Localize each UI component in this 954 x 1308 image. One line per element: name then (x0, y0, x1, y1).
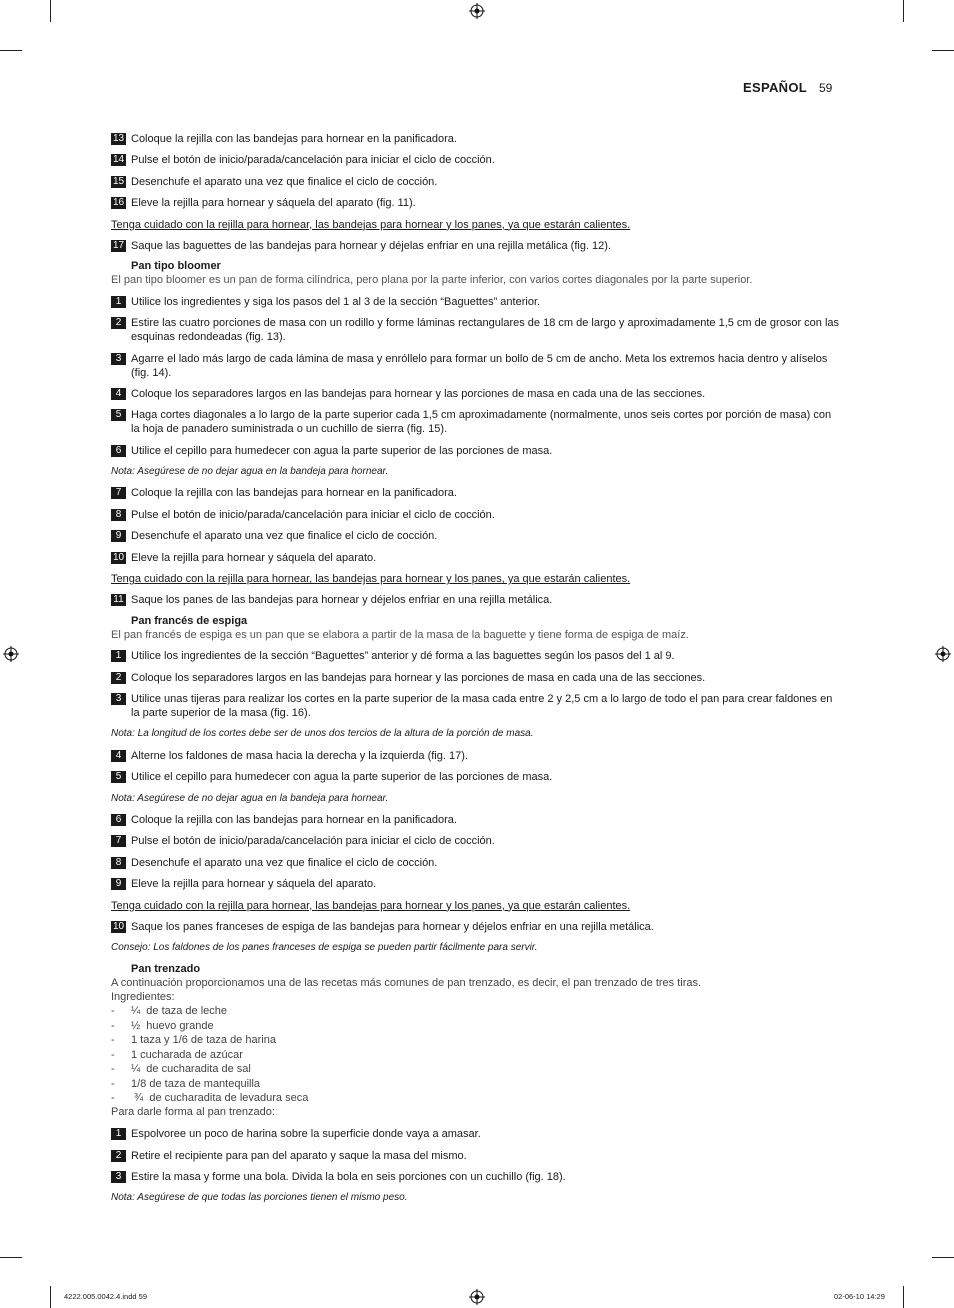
ingredient-item (111, 1062, 841, 1076)
footer-file: 4222.005.0042.4.indd 59 (64, 1292, 147, 1301)
step-item (111, 770, 841, 784)
bloomer-steps (111, 295, 841, 458)
language-label: ESPAÑOL (743, 80, 807, 95)
bullet-dash: - (111, 1063, 115, 1076)
step-item (111, 692, 841, 720)
ingredient-text: 1 taza y 1/6 de taza de harina (131, 1034, 276, 1047)
step-number: 13 (112, 133, 125, 144)
step-text: Pulse el botón de inicio/parada/cancelación para iniciar el ciclo de cocción. (131, 835, 495, 848)
crop-mark (932, 1257, 954, 1258)
espiga-final-step (111, 920, 841, 934)
step-number: 2 (111, 672, 126, 684)
ingredient-text: ¼ de taza de leche (131, 1005, 228, 1018)
ingredient-item (111, 1019, 841, 1033)
step-text: Coloque los separadores largos en las bandejas para hornear y las porciones de masa en cada una de las secciones. (131, 387, 706, 400)
crop-mark (903, 1286, 904, 1308)
step-item (111, 593, 841, 607)
baguettes-steps (111, 132, 841, 210)
step-number: 8 (111, 857, 126, 869)
step-item (111, 444, 841, 458)
espiga-steps (111, 649, 841, 720)
section-intro-bloomer: El pan tipo bloomer es un pan de forma cilíndrica, pero plana por la parte inferior, con varios cortes diagonales por la parte superior. (111, 274, 753, 287)
crop-mark (903, 0, 904, 22)
step-item (111, 877, 841, 891)
bloomer-final-step (111, 593, 841, 607)
step-item (111, 551, 841, 565)
step-text: Agarre el lado más largo de cada lámina de masa y enróllelo para formar un bollo de 5 cm de ancho. Meta los extremos hacia dentro y alíselos (fig. 14). (131, 352, 828, 379)
registration-mark-icon (935, 646, 951, 662)
step-item (111, 387, 841, 401)
bullet-dash: - (111, 1091, 115, 1104)
step-text: Pulse el botón de inicio/parada/cancelación para iniciar el ciclo de cocción. (131, 154, 495, 167)
section-title-espiga: Pan francés de espiga (131, 614, 248, 627)
crop-mark (932, 50, 954, 51)
step-item (111, 132, 841, 146)
step-number: 14 (112, 154, 125, 166)
step-text: Retire el recipiente para pan del aparato y saque la masa del mismo. (131, 1149, 467, 1162)
step-text: Espolvoree un poco de harina sobre la superficie donde vaya a amasar. (131, 1128, 481, 1141)
bullet-dash: - (111, 1005, 115, 1018)
step-number: 1 (111, 296, 126, 308)
ingredient-item (111, 1033, 841, 1047)
note: Nota: La longitud de los cortes debe ser de unos dos tercios de la altura de la porción de masa. (111, 728, 534, 740)
tip: Consejo: Los faldones de los panes franceses de espiga se pueden partir fácilmente para servir. (111, 942, 538, 954)
trenzado-steps (111, 1127, 841, 1184)
page-header (743, 80, 832, 95)
step-item (111, 856, 841, 870)
espiga-steps-3 (111, 813, 841, 891)
step-item (111, 1170, 841, 1184)
ingredient-text: 1 cucharada de azúcar (131, 1048, 243, 1061)
step-item (111, 1127, 841, 1141)
step-text: Saque los panes franceses de espiga de las bandejas para hornear y déjelos enfriar en una rejilla metálica. (131, 920, 654, 933)
step-item (111, 1149, 841, 1163)
step-number: 16 (112, 197, 125, 209)
step-text: Eleve la rejilla para hornear y sáquela del aparato. (131, 551, 377, 564)
step-text: Eleve la rejilla para hornear y sáquela del aparato. (131, 878, 377, 891)
ingredient-text: ¾ de cucharadita de levadura seca (131, 1091, 309, 1104)
step-text: Coloque la rejilla con las bandejas para hornear en la panificadora. (131, 813, 457, 826)
ingredient-text: ¼ de cucharadita de sal (131, 1063, 251, 1076)
step-item (111, 920, 841, 934)
crop-mark (0, 50, 22, 51)
step-text: Saque las baguettes de las bandejas para hornear y déjelas enfriar en una rejilla metálica (fig. 12). (131, 239, 612, 252)
step-text: Coloque la rejilla con las bandejas para hornear en la panificadora. (131, 133, 457, 145)
registration-mark-icon (469, 1289, 485, 1305)
warning-text: Tenga cuidado con la rejilla para hornear, las bandejas para hornear y los panes, ya que estarán calientes. (111, 218, 631, 231)
step-number: 4 (111, 750, 126, 762)
crop-mark (0, 1257, 22, 1258)
note: Nota: Asegúrese de no dejar agua en la bandeja para hornear. (111, 792, 389, 804)
step-item (111, 295, 841, 309)
step-text: Utilice unas tijeras para realizar los cortes en la parte superior de la masa cada entre 2 y 2,5 cm a lo largo de todo el pan para crear faldones en la parte superior de la masa (fig. 16). (131, 692, 833, 719)
step-item (111, 749, 841, 763)
shape-label: Para darle forma al pan trenzado: (111, 1106, 275, 1119)
step-item (111, 153, 841, 167)
step-text: Coloque la rejilla con las bandejas para hornear en la panificadora. (131, 487, 457, 500)
step-number: 8 (111, 509, 126, 521)
step-text: Eleve la rejilla para hornear y sáquela del aparato (fig. 11). (131, 197, 416, 210)
warning-text: Tenga cuidado con la rejilla para hornear, las bandejas para hornear y los panes, ya que estarán calientes. (111, 899, 631, 912)
step-number: 10 (112, 551, 125, 563)
step-item (111, 529, 841, 543)
page-content (111, 132, 841, 1213)
step-item (111, 834, 841, 848)
ingredient-text: 1/8 de taza de mantequilla (131, 1077, 261, 1090)
bullet-dash: - (111, 1048, 115, 1061)
step-number: 5 (111, 771, 126, 783)
step-number: 15 (112, 175, 125, 187)
step-text: Coloque los separadores largos en las bandejas para hornear y las porciones de masa en cada una de las secciones. (131, 671, 706, 684)
step-item (111, 239, 841, 253)
step-item (111, 352, 841, 380)
ingredient-item (111, 1091, 841, 1105)
step-number: 2 (111, 317, 126, 329)
step-number: 6 (111, 814, 126, 826)
step-text: Haga cortes diagonales a lo largo de la parte superior cada 1,5 cm aproximadamente (normalmente, unos seis cortes por porción de masa) con la hoja de panadero suministrada o un cuchillo de sierra (fig. 15). (131, 409, 832, 436)
step-number: 4 (111, 388, 126, 400)
section-intro-trenzado: A continuación proporcionamos una de las recetas más comunes de pan trenzado, es decir, el pan trenzado de tres tiras. (111, 976, 702, 989)
step-text: Estire las cuatro porciones de masa con un rodillo y forme láminas rectangulares de 18 cm de largo y aproximadamente 1,5 cm de grosor con las esquinas redondeadas (fig. 13). (131, 317, 840, 344)
step-item (111, 649, 841, 663)
crop-mark (50, 1286, 51, 1308)
bloomer-steps-2 (111, 486, 841, 564)
section-title-bloomer: Pan tipo bloomer (131, 260, 221, 273)
ingredients-list (111, 1004, 841, 1105)
section-intro-espiga: El pan francés de espiga es un pan que se elabora a partir de la masa de la baguette y tiene forma de espiga de maíz. (111, 628, 689, 641)
step-text: Desenchufe el aparato una vez que finalice el ciclo de cocción. (131, 530, 438, 543)
bullet-dash: - (111, 1019, 115, 1032)
step-item (111, 671, 841, 685)
step-text: Saque los panes de las bandejas para hornear y déjelos enfriar en una rejilla metálica. (131, 594, 553, 607)
bullet-dash: - (111, 1034, 115, 1047)
page-number: 59 (818, 81, 833, 95)
crop-mark (50, 0, 51, 22)
step-number: 3 (111, 693, 126, 705)
step-item (111, 175, 841, 189)
step-text: Utilice el cepillo para humedecer con agua la parte superior de las porciones de masa. (131, 444, 553, 457)
ingredient-item (111, 1077, 841, 1091)
step-number: 6 (111, 445, 126, 457)
step-text: Desenchufe el aparato una vez que finalice el ciclo de cocción. (131, 175, 438, 188)
step-item (111, 486, 841, 500)
warning-text: Tenga cuidado con la rejilla para hornear, las bandejas para hornear y los panes, ya que estarán calientes. (111, 573, 631, 586)
step-item (111, 316, 841, 344)
step-number: 7 (111, 835, 126, 847)
step-number: 9 (111, 878, 126, 890)
step-number: 5 (111, 409, 126, 421)
step-number: 1 (111, 1128, 126, 1140)
step-number: 10 (112, 920, 125, 932)
note: Nota: Asegúrese de no dejar agua en la bandeja para hornear. (111, 466, 389, 478)
step-number: 9 (111, 530, 126, 542)
step-item (111, 813, 841, 827)
step-text: Desenchufe el aparato una vez que finalice el ciclo de cocción. (131, 856, 438, 869)
step-text: Estire la masa y forme una bola. Divida la bola en seis porciones con un cuchillo (fig. 18). (131, 1170, 566, 1183)
step-number: 17 (112, 239, 125, 251)
step-text: Pulse el botón de inicio/parada/cancelación para iniciar el ciclo de cocción. (131, 508, 495, 521)
registration-mark-icon (3, 646, 19, 662)
bullet-dash: - (111, 1077, 115, 1090)
step-item (111, 508, 841, 522)
footer-date-time: 02-06-10 14:29 (834, 1292, 885, 1301)
note: Nota: Asegúrese de que todas las porciones tienen el mismo peso. (111, 1192, 408, 1204)
step-item (111, 408, 841, 436)
ingredient-item (111, 1004, 841, 1018)
step-number: 7 (111, 487, 126, 499)
step-number: 2 (111, 1150, 126, 1162)
step-number: 3 (111, 1171, 126, 1183)
baguettes-final-step (111, 239, 841, 253)
step-text: Utilice los ingredientes y siga los pasos del 1 al 3 de la sección “Baguettes” anterior. (131, 295, 541, 308)
espiga-steps-2 (111, 749, 841, 784)
step-number: 11 (111, 594, 126, 606)
step-number: 1 (111, 650, 126, 662)
ingredients-label: Ingredientes: (111, 991, 175, 1004)
registration-mark-icon (469, 3, 485, 19)
step-number: 3 (111, 353, 126, 365)
step-text: Alterne los faldones de masa hacia la derecha y la izquierda (fig. 17). (131, 749, 468, 762)
step-text: Utilice los ingredientes de la sección “Baguettes” anterior y dé forma a las baguettes según los pasos del 1 al 9. (131, 650, 675, 663)
step-text: Utilice el cepillo para humedecer con agua la parte superior de las porciones de masa. (131, 771, 553, 784)
ingredient-text: ½ huevo grande (131, 1019, 214, 1032)
section-title-trenzado: Pan trenzado (131, 962, 201, 975)
ingredient-item (111, 1048, 841, 1062)
step-item (111, 196, 841, 210)
